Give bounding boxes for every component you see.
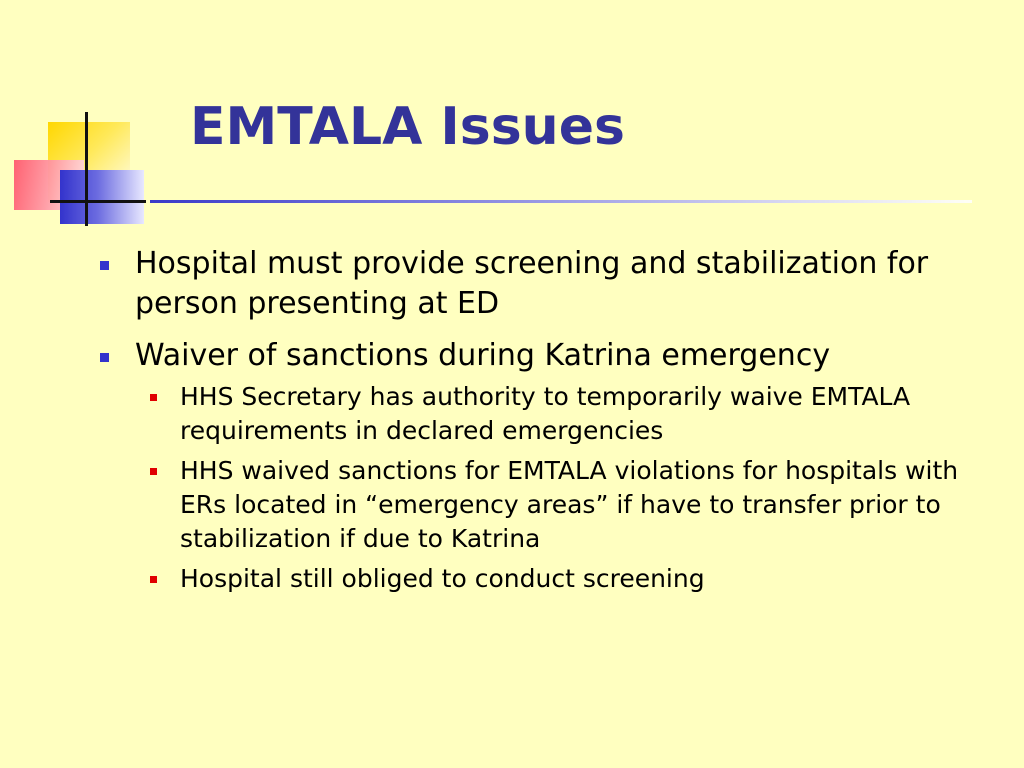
slide-body — [95, 244, 975, 608]
blue-bullet-icon — [100, 353, 109, 362]
bullet-item — [95, 336, 975, 596]
horizontal-line-icon — [50, 200, 146, 203]
vertical-line-icon — [85, 112, 88, 226]
bullet-item — [95, 244, 975, 324]
blue-square-icon — [60, 170, 144, 224]
title-underline — [150, 200, 972, 203]
sub-bullet-item — [140, 380, 975, 448]
bullet-text: Hospital must provide screening and stabilization for person presenting at ED — [135, 246, 929, 321]
red-bullet-icon — [150, 576, 157, 583]
bullet-list — [95, 244, 975, 596]
sub-bullet-list — [140, 380, 975, 596]
bullet-text: Waiver of sanctions during Katrina emergency — [135, 338, 831, 373]
red-bullet-icon — [150, 468, 157, 475]
sub-bullet-item — [140, 562, 975, 596]
red-bullet-icon — [150, 394, 157, 401]
sub-bullet-text: Hospital still obliged to conduct screening — [180, 564, 705, 593]
sub-bullet-text: HHS Secretary has authority to temporarily waive EMTALA requirements in declared emergencies — [180, 382, 911, 445]
sub-bullet-text: HHS waived sanctions for EMTALA violations for hospitals with ERs located in “emergency areas” if have to transfer prior to stabilization if due to Katrina — [180, 456, 959, 553]
slide-title: EMTALA Issues — [190, 97, 625, 157]
sub-bullet-item — [140, 454, 975, 556]
blue-bullet-icon — [100, 261, 109, 270]
